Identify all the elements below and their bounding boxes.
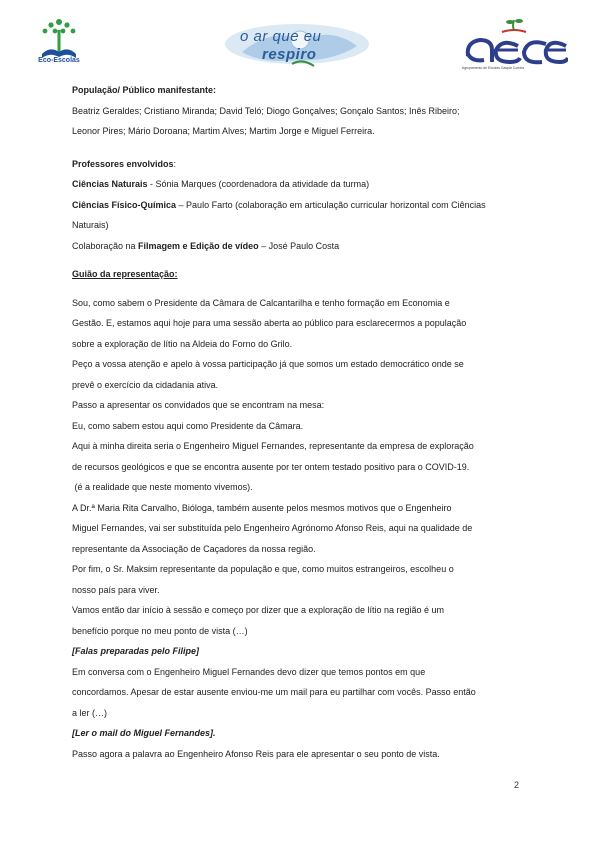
- populacao-names-line2: Leonor Pires; Mário Doroana; Martim Alves; Martim Jorge e Miguel Ferreira.: [72, 126, 375, 136]
- guiao-line: Gestão. E, estamos aqui hoje para uma sessão aberta ao público para esclarecermos a população: [72, 318, 467, 328]
- spacer: [72, 285, 524, 293]
- guiao-line: Passo a apresentar os convidados que se encontram na mesa:: [72, 400, 325, 410]
- professor-fq-line: [72, 195, 524, 216]
- professores-heading: [72, 154, 524, 175]
- guiao-line: a ler (…): [72, 707, 108, 718]
- spacer: [72, 256, 524, 264]
- guiao-line: A Dr.ª Maria Rita Carvalho, Bióloga, também ausente pelos mesmos motivos que o Engenheiro: [72, 502, 452, 513]
- populacao-heading: População/ Público manifestante:: [72, 85, 217, 95]
- guiao-heading: Guião da representação:: [72, 269, 178, 279]
- colaboracao-line: [72, 236, 524, 257]
- professor-fq-text: – Paulo Farto (colaboração em articulação curricular horizontal com Ciências: [176, 199, 486, 210]
- guiao-line: concordamos. Apesar de estar ausente enviou-me um mail para eu partilhar com vocês. Passo então: [72, 687, 476, 697]
- guiao-line: Em conversa com o Engenheiro Miguel Fernandes devo dizer que temos pontos em que: [72, 666, 426, 677]
- aece-logo-label: Agrupamento de Escolas Gaspar Correia: [462, 66, 525, 70]
- guiao-line: Miguel Fernandes, vai ser substituída pelo Engenheiro Agrónomo Afonso Reis, aqui na qualidade de: [72, 523, 473, 533]
- stage-direction: [Ler o mail do Miguel Fernandes].: [72, 728, 216, 738]
- professor-cn-label: Ciências Naturais: [72, 179, 148, 189]
- guiao-line: prevê o exercício da cidadania ativa.: [72, 379, 219, 390]
- eco-escolas-label: Eco-Escolas: [38, 57, 80, 64]
- guiao-line: nosso país para viver.: [72, 584, 160, 595]
- page-header: [0, 0, 595, 80]
- guiao-line: Peço a vossa atenção e apelo à vossa participação já que somos um estado democrático onde se: [72, 359, 464, 369]
- guiao-line: Vamos então dar início à sessão e começo por dizer que a exploração de lítio na região é um: [72, 605, 445, 615]
- colaboracao-suffix: – José Paulo Costa: [258, 240, 340, 251]
- guiao-line: de recursos geológicos e que se encontra ausente por ter ontem testado positivo para o COVID-19.: [72, 461, 470, 472]
- guiao-line: Por fim, o Sr. Maksim representante da população e que, como muitos estrangeiros, escolheu o: [72, 564, 454, 574]
- populacao-names-line1: Beatriz Geraldes; Cristiano Miranda; David Teló; Diogo Gonçalves; Gonçalo Santos; Inês Ribeiro;: [72, 105, 460, 116]
- spacer: [72, 142, 524, 154]
- page-number: 2: [514, 780, 520, 790]
- professor-fq-line2: Naturais): [72, 220, 109, 230]
- professores-heading-text: Professores envolvidos: [72, 158, 174, 169]
- guiao-line: sobre a exploração de lítio na Aldeia do Forno do Grilo.: [72, 338, 293, 349]
- stage-direction: [Falas preparadas pelo Filipe]: [72, 646, 200, 656]
- guiao-line: (é a realidade que neste momento vivemos).: [72, 482, 253, 492]
- guiao-last-line: Passo agora a palavra ao Engenheiro Afonso Reis para ele apresentar o seu ponto de vista.: [72, 748, 440, 759]
- professores-heading-colon: :: [173, 158, 177, 169]
- guiao-line: Sou, como sabem o Presidente da Câmara de Calcantarilha e tenho formação em Economia e: [72, 297, 450, 308]
- guiao-line: Aqui à minha direita seria o Engenheiro Miguel Fernandes, representante da empresa de exploração: [72, 441, 474, 451]
- document-body: [72, 80, 524, 764]
- guiao-line: Eu, como sabem estou aqui como Presidente da Câmara.: [72, 420, 304, 431]
- ar-logo-line1: o ar que eu: [240, 28, 322, 45]
- ar-logo-line2: respiro: [262, 46, 317, 63]
- colaboracao-prefix: Colaboração na: [72, 240, 139, 251]
- professor-cn-text: - Sónia Marques (coordenadora da atividade da turma): [147, 179, 370, 189]
- professor-fq-label: Ciências Físico-Química: [72, 199, 177, 210]
- colaboracao-bold: Filmagem e Edição de vídeo: [138, 240, 259, 251]
- guiao-line: benefício porque no meu ponto de vista (…): [72, 625, 248, 636]
- aece-logo: [462, 16, 568, 68]
- professor-cn-line: [72, 174, 524, 195]
- guiao-line: representante da Associação de Caçadores da nossa região.: [72, 543, 316, 554]
